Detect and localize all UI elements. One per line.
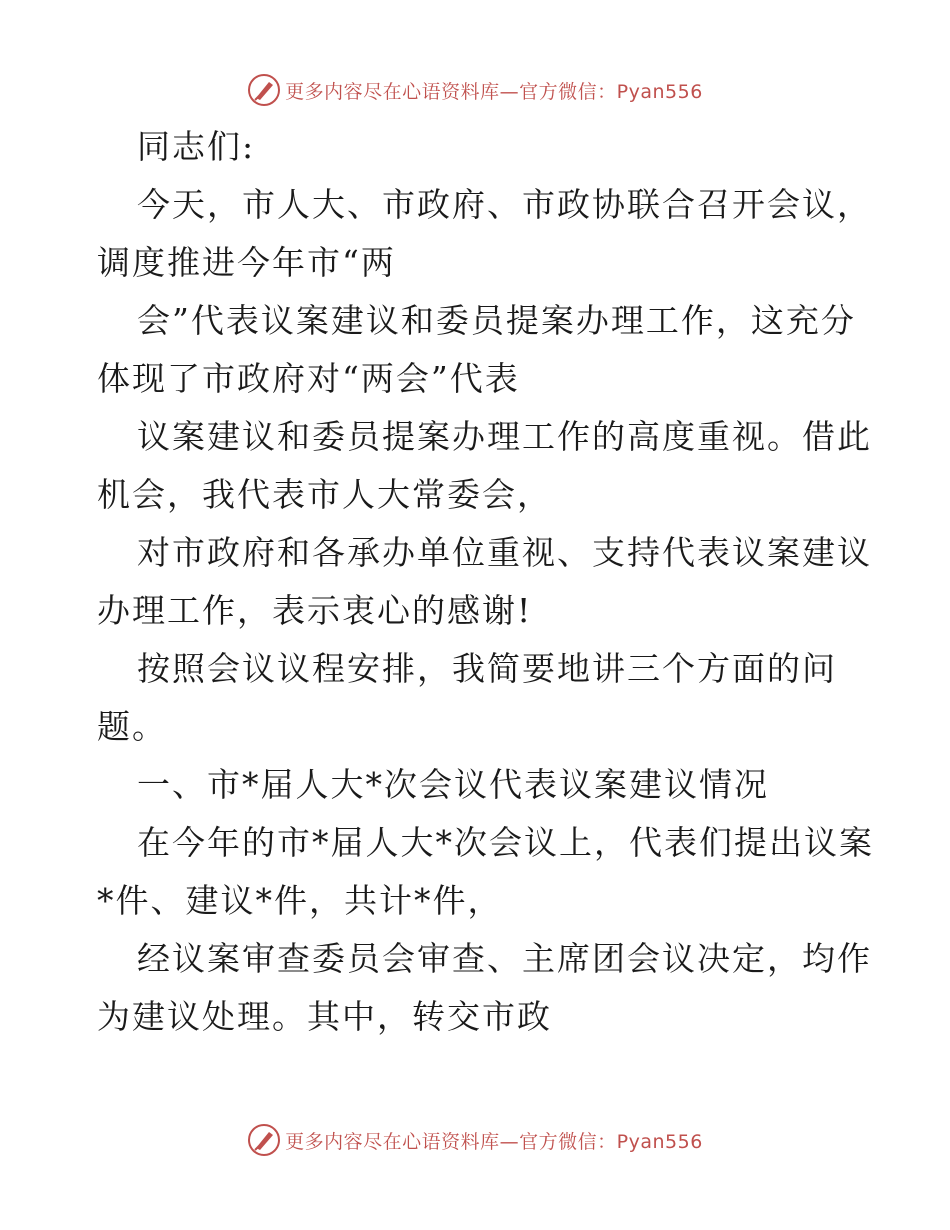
text-line: 题。 xyxy=(97,707,167,746)
text-line: *件、建议*件，共计*件， xyxy=(97,881,503,920)
watermark-footer xyxy=(0,1120,950,1160)
text-line: 一、市*届人大*次会议代表议案建议情况 xyxy=(137,765,769,804)
text-line: 体现了市政府对“两会”代表 xyxy=(97,359,520,398)
document-body xyxy=(97,118,874,1046)
text-line: 办理工作，表示衷心的感谢! xyxy=(97,591,533,630)
text-line: 调度推进今年市“两 xyxy=(97,243,396,282)
watermark-header xyxy=(0,70,950,110)
text-line: 议案建议和委员提案办理工作的高度重视。借此 xyxy=(137,417,872,456)
text-line: 会”代表议案建议和委员提案办理工作，这充分 xyxy=(137,301,856,340)
text-line: 按照会议议程安排，我简要地讲三个方面的问 xyxy=(137,649,837,688)
text-line: 今天，市人大、市政府、市政协联合召开会议， xyxy=(137,185,872,224)
watermark-text: 更多内容尽在心语资料库—官方微信：Pyan556 xyxy=(285,80,703,103)
watermark-text: 更多内容尽在心语资料库—官方微信：Pyan556 xyxy=(285,1130,703,1153)
text-line: 为建议处理。其中，转交市政 xyxy=(97,997,552,1036)
text-line: 机会，我代表市人大常委会， xyxy=(97,475,552,514)
text-line: 同志们: xyxy=(137,127,256,166)
text-line: 经议案审查委员会审查、主席团会议决定，均作 xyxy=(137,939,872,978)
text-line: 对市政府和各承办单位重视、支持代表议案建议 xyxy=(137,533,872,572)
text-line: 在今年的市*届人大*次会议上，代表们提出议案 xyxy=(137,823,874,862)
quill-logo-icon xyxy=(247,1123,281,1157)
quill-logo-icon xyxy=(247,73,281,107)
